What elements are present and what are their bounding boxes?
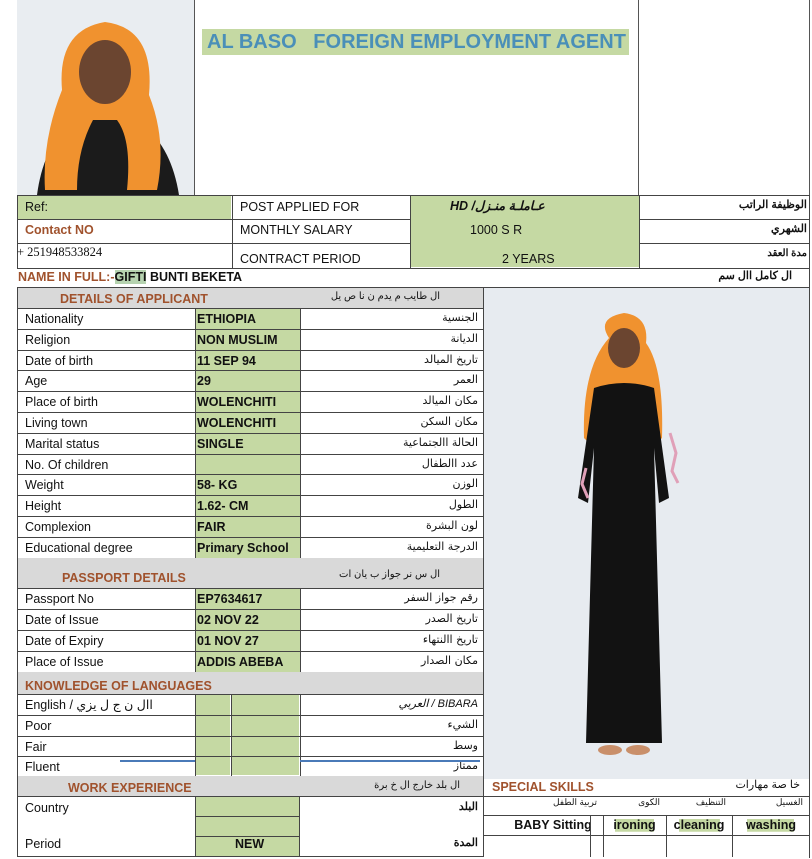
language-level-ar: الشيء — [447, 718, 478, 731]
details-row-value: Primary School — [197, 541, 289, 555]
passport-row-label: Date of Expiry — [25, 634, 104, 648]
language-level-label: Fluent — [25, 760, 60, 774]
passport-row-label-ar: مكان الصدار — [421, 654, 478, 667]
post-value: HD /عـاملـة منـزل — [450, 199, 545, 213]
details-row-label: Nationality — [25, 312, 84, 326]
skill-label-ar: التنظيف — [695, 797, 726, 807]
work-period-value: NEW — [235, 837, 265, 851]
details-row-value: 58- KG — [197, 478, 238, 492]
passport-row-label: Place of Issue — [25, 655, 104, 669]
details-row-label-ar: الديانة — [450, 332, 478, 345]
language-english-label: English / اال ن ج ل يزي — [25, 698, 153, 712]
details-section-title: DETAILS OF APPLICANT — [60, 292, 208, 306]
details-section-title-ar: ال طايب م يدم ن نا ص يل — [330, 291, 440, 302]
work-section-title-ar: ال بلد خارج ال خ برة — [374, 780, 460, 791]
agency-title: AL BASO FOREIGN EMPLOYMENT AGENT — [202, 29, 629, 55]
details-row-label: Place of birth — [25, 395, 98, 409]
contract-label: CONTRACT PERIOD — [240, 252, 361, 266]
skills-section-title: SPECIAL SKILLS — [492, 780, 594, 794]
skill-label: washing — [733, 819, 809, 832]
passport-section-title-ar: ال س نر جواز ب يان ات — [339, 569, 440, 580]
header-blank-box — [639, 0, 810, 195]
passport-row-value: 01 NOV 27 — [197, 634, 259, 648]
details-row-label-ar: الدرجة التعليمية — [406, 540, 478, 553]
post-label: POST APPLIED FOR — [240, 200, 360, 214]
work-period-ar: المدة — [453, 837, 478, 849]
contact-label: Contact NO — [25, 223, 94, 237]
salary-label: MONTHLY SALARY — [240, 223, 353, 237]
applicant-portrait-photo — [17, 0, 194, 195]
details-row-label: Living town — [25, 416, 88, 430]
passport-row-label-ar: رقم جواز السفر — [404, 591, 478, 604]
details-row-label: Marital status — [25, 437, 100, 451]
details-row-label-ar: عدد االطفال — [421, 457, 478, 470]
salary-value: 1000 S R — [470, 223, 523, 237]
passport-row-label-ar: تاريخ االنتهاء — [422, 633, 478, 646]
salary-label-ar: الشهري — [771, 223, 807, 235]
passport-row-label-ar: تاريخ الصدر — [425, 612, 478, 625]
contract-value: 2 YEARS — [502, 252, 555, 266]
contract-label-ar: مدة العقد — [767, 248, 807, 259]
details-row-label-ar: الوزن — [452, 477, 478, 490]
details-row-value: 29 — [197, 374, 211, 388]
details-row-label-ar: لون البشرة — [426, 519, 478, 532]
post-label-ar: الوظيفة الراتب — [738, 199, 807, 211]
skill-label-ar: الكوى — [638, 797, 660, 807]
details-row-label-ar: الحالة االجتماعية — [403, 436, 478, 449]
skill-label-ar: الغسيل — [775, 797, 803, 807]
skill-label: cleaning — [666, 819, 732, 832]
full-name-row — [18, 271, 242, 284]
passport-row-label: Date of Issue — [25, 613, 99, 627]
details-row-label-ar: تاريخ الميالد — [424, 353, 478, 366]
details-row-label: Complexion — [25, 520, 92, 534]
skill-label: BABY Sitting — [514, 818, 592, 832]
language-level-ar: وسط — [453, 739, 478, 752]
full-name-rest: BUNTI BEKETA — [146, 270, 243, 284]
skill-label-ar: تربية الطفل — [552, 797, 597, 807]
details-row-label: Educational degree — [25, 541, 133, 555]
details-row-value: 1.62- CM — [197, 499, 249, 513]
passport-row-value: 02 NOV 22 — [197, 613, 259, 627]
details-row-label: No. Of children — [25, 458, 109, 472]
skill-label: ironing — [603, 819, 666, 832]
details-row-label: Date of birth — [25, 354, 94, 368]
work-country-label: Country — [25, 801, 69, 815]
details-row-value: NON MUSLIM — [197, 333, 278, 347]
languages-section-title: KNOWLEDGE OF LANGUAGES — [25, 679, 212, 693]
passport-row-label: Passport No — [25, 592, 94, 606]
skills-section-title-ar: خا صة مهارات — [735, 779, 800, 791]
applicant-full-body-photo — [484, 288, 810, 779]
language-level-label: Poor — [25, 719, 52, 733]
details-row-label-ar: الجنسية — [442, 311, 478, 324]
language-level-ar: ممتاز — [453, 759, 478, 772]
details-row-label-ar: مكان الميالد — [422, 394, 478, 407]
details-row-value: ETHIOPIA — [197, 312, 257, 326]
details-row-value: SINGLE — [197, 437, 244, 451]
ref-label: Ref: — [25, 200, 48, 214]
details-row-label: Religion — [25, 333, 71, 347]
full-name-label: NAME IN FULL:- — [18, 270, 115, 284]
full-name-first: GIFTI — [114, 270, 147, 284]
contact-number: + 251948533824 — [17, 245, 103, 259]
work-section-title: WORK EXPERIENCE — [68, 781, 192, 795]
work-country-ar: البلد — [458, 801, 478, 813]
details-row-label: Age — [25, 374, 48, 388]
details-row-label-ar: الطول — [448, 498, 478, 511]
details-row-value: WOLENCHITI — [197, 416, 277, 430]
passport-section-title: PASSPORT DETAILS — [62, 571, 186, 585]
work-period-label: Period — [25, 837, 62, 851]
details-row-label-ar: مكان السكن — [420, 415, 478, 428]
language-level-label: Fair — [25, 740, 47, 754]
details-row-value: WOLENCHITI — [197, 395, 277, 409]
details-row-label: Height — [25, 499, 62, 513]
details-row-label-ar: العمر — [453, 373, 478, 386]
details-row-value: FAIR — [197, 520, 226, 534]
language-arabic-label: BIBARA / العربي — [398, 698, 478, 710]
passport-row-value: ADDIS ABEBA — [197, 655, 284, 669]
passport-row-value: EP7634617 — [197, 592, 263, 606]
details-row-label: Weight — [25, 478, 64, 492]
details-row-value: 11 SEP 94 — [197, 354, 256, 368]
full-name-label-ar: ال كامل اال سم — [718, 270, 792, 282]
